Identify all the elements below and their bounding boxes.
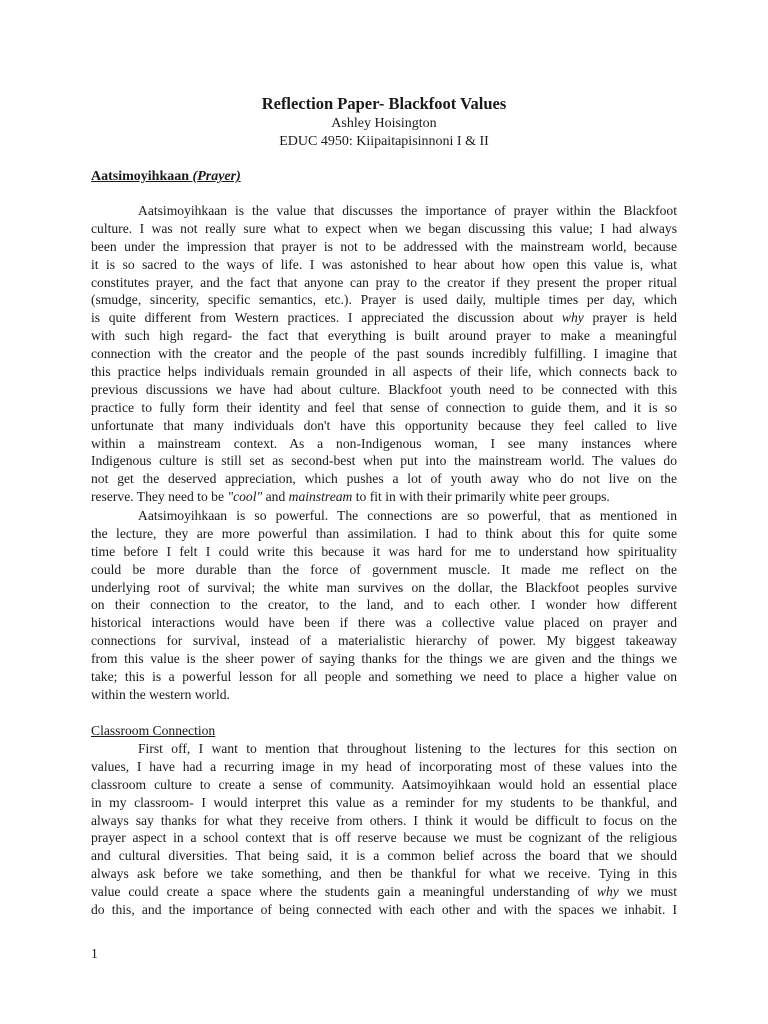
- paragraph-line: always say thanks for what they receive from others. I think it would be difficult to focus on the: [91, 812, 677, 828]
- paragraph-line: Aatsimoyihkaan is the value that discusses the importance of prayer within the Blackfoot: [138, 203, 677, 218]
- paragraph-prayer: [91, 202, 677, 506]
- emphasis-text: mainstream: [288, 489, 353, 505]
- paragraph-line: within a mainstream context. As a non-Indigenous woman, I see many instances where: [91, 435, 677, 451]
- paragraph-line: not get the deserved appreciation, which pushes a lot of youth away who do not live on the: [91, 471, 677, 487]
- paragraph-line: time before I felt I could write this because it was hard for me to understand how spirituality: [91, 543, 677, 559]
- paragraph-line: [91, 883, 677, 901]
- paragraph-line: from this value is the sheer power of saying thanks for the things we are given and the things we: [91, 651, 677, 667]
- document-author: Ashley Hoisington: [331, 116, 437, 131]
- paragraph-text: prayer is held: [583, 310, 677, 326]
- paragraph-line: this practice helps individuals remain grounded in all aspects of their life, which connects back to: [91, 364, 677, 380]
- paragraph-line: Aatsimoyihkaan is so powerful. The connections are so powerful, that as mentioned in: [138, 508, 677, 523]
- page-number: 1: [91, 946, 98, 961]
- emphasis-text: why: [561, 310, 584, 326]
- paragraph-line: [91, 488, 677, 506]
- paragraph-line: the lecture, they are more powerful than assimilation. I had to think about this for quite some: [91, 525, 677, 541]
- paragraph-line: values, I have had a recurring image in my head of incorporating most of these values into the: [91, 758, 677, 774]
- paragraph-line: on their connection to the creator, to the land, and to each other. I wonder how different: [91, 597, 677, 613]
- paragraph-line: do this, and the importance of being connected with each other and with the spaces we inhabit. I: [91, 902, 677, 918]
- document-title: Reflection Paper- Blackfoot Values: [261, 94, 507, 113]
- paragraph-line: with such high regard- the fact that everything is built around prayer to make a meaningful: [91, 328, 677, 344]
- paragraph-line: within the western world.: [91, 686, 230, 702]
- paragraph-line: could be more durable than the force of government muscle. It made me reflect on the: [91, 561, 677, 577]
- paragraph-line: Indigenous culture is still set as second-best when put into the mainstream world. The values do: [91, 453, 677, 469]
- emphasis-text: "cool": [227, 489, 263, 505]
- section-heading-translation: (Prayer): [192, 169, 241, 184]
- paragraph-text: is quite different from Western practices. I appreciated the discussion about: [91, 310, 562, 326]
- classroom-connection-heading: Classroom Connection: [91, 723, 216, 738]
- paragraph-line: take; this is a powerful lesson for all people and something we need to place a higher value on: [91, 669, 677, 685]
- paragraph-text: value could create a space where the students gain a meaningful understanding of: [91, 884, 597, 900]
- paragraph-line: culture. I was not really sure what to expect when we began discussing this value; I had always: [91, 220, 677, 236]
- paragraph-line: historical interactions would have been if there was a collective value placed on prayer and: [91, 615, 677, 631]
- paragraph-line: (smudge, sincerity, specific semantics, etc.). Prayer is used daily, multiple times per day, which: [91, 292, 677, 308]
- course-name: EDUC 4950: Kiipaitapisinnoni I & II: [279, 134, 489, 149]
- paragraph-line: in my classroom- I would interpret this value as a reminder for my students to be thankful, and: [91, 794, 677, 810]
- paragraph-line: constitutes prayer, and the fact that anyone can pray to the creator if they present the proper ritual: [91, 274, 677, 290]
- emphasis-text: why: [596, 884, 619, 900]
- paragraph-line: classroom culture to create a sense of community. Aatsimoyihkaan would hold an essential place: [91, 776, 677, 792]
- paragraph-line: always ask before we take something, and then be thankful for what we receive. Tying in this: [91, 866, 677, 882]
- paragraph-text: we must: [618, 884, 677, 900]
- paragraph-line: unfortunate that many individuals don't have this opportunity because they feel called to live: [91, 417, 677, 433]
- paragraph-text: and: [262, 489, 289, 505]
- paragraph-line: connection with the creator and the people of the past sounds incredibly fulfilling. I imagine that: [91, 346, 677, 362]
- paragraph-line: First off, I want to mention that throughout listening to the lectures for this section on: [138, 741, 677, 756]
- paragraph-text: reserve. They need to be: [91, 489, 228, 505]
- paragraph-line: connections for survival, instead of a materialistic hierarchy of power. My biggest takeaway: [91, 633, 677, 649]
- paragraph-line: been under the impression that prayer is not to be addressed with the mainstream world, because: [91, 238, 677, 254]
- paragraph-line: underlying root of survival; the white man survives on the dollar, the Blackfoot peoples survive: [91, 579, 677, 595]
- paragraph-line: and cultural diversities. That being said, it is a common belief across the board that we should: [91, 848, 677, 864]
- paragraph-line: prayer aspect in a school context that is off reserve because we must be cognizant of the religious: [91, 830, 677, 846]
- paragraph-line: [91, 309, 677, 327]
- section-heading-term: Aatsimoyihkaan: [91, 169, 190, 184]
- paragraph-line: previous discussions we have had about culture. Blackfoot youth need to be connected with this: [91, 381, 677, 397]
- paragraph-line: practice to fully form their identity and feel that sense of connection to guide them, and it is so: [91, 399, 677, 415]
- paragraph-text: to fit in with their primarily white peer groups.: [352, 489, 610, 505]
- paragraph-classroom: [91, 740, 677, 919]
- section-heading: [91, 167, 241, 187]
- paragraph-line: it is so sacred to the ways of life. I was astonished to hear about how open this value is, what: [91, 256, 677, 272]
- paragraph-power: [91, 507, 677, 704]
